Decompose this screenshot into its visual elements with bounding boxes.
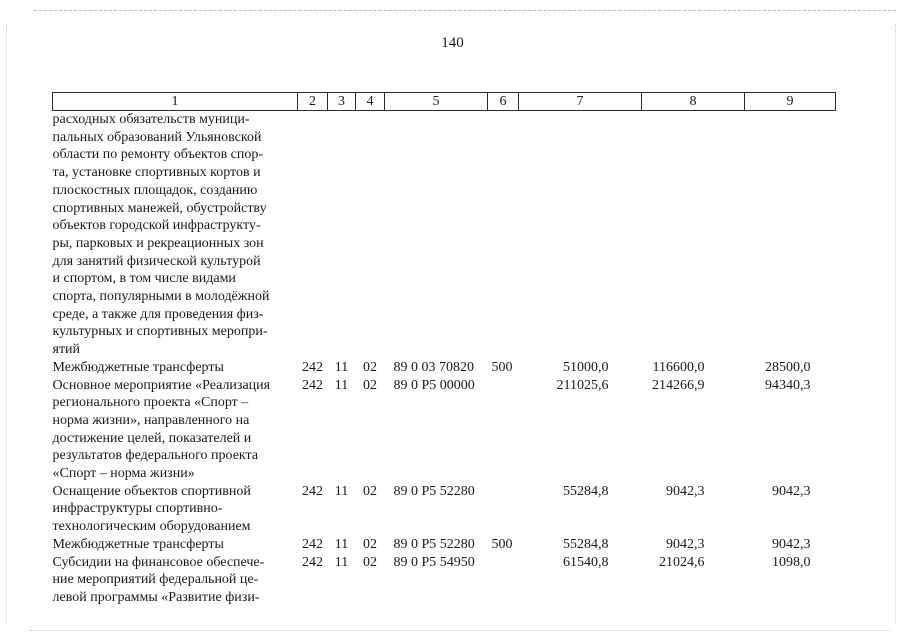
row-cell-c2: 242 [302,377,323,393]
row-cell-c7: 55284,8 [563,536,609,552]
row-name-line: Межбюджетные трансферты [52,536,224,552]
row-cell-c4 [356,111,385,359]
row-name-line: области по ремонту объектов спор- [52,147,264,163]
row-cell-c4: 02 [363,554,377,570]
row-cell-c7: 51000,0 [563,359,609,375]
row-name-line: Субсидии на финансовое обеспече- [52,554,265,570]
row-cell-c4: 02 [363,536,377,552]
row-name-line: ятий [52,342,81,358]
row-name-line: технологическим оборудованием [52,519,251,535]
header-cell-7: 7 [519,93,642,111]
table-row [53,554,836,607]
row-name-line: Оснащение объектов спортивной [52,483,251,499]
row-name-line: среде, а также для проведения физ- [52,306,264,322]
row-cell-c9: 9042,3 [772,483,811,499]
row-cell-c5: 89 0 P5 54950 [393,554,475,570]
row-cell-c8: 214266,9 [652,377,705,393]
row-name-cell [53,359,298,377]
page-number: 140 [441,35,464,51]
row-name-line: левой программы «Развитие физи- [52,589,260,605]
row-name-line: та, установке спортивных кортов и [52,165,261,181]
row-cell-c5: 89 0 03 70820 [393,359,474,375]
table-row [53,377,836,483]
header-cell-5: 5 [385,93,488,111]
row-cell-c6 [488,377,519,483]
scan-left-edge [6,24,7,624]
scan-right-edge [895,24,896,624]
row-name-cell [53,377,298,483]
row-cell-c2 [298,111,328,359]
row-cell-c2: 242 [302,359,323,375]
row-cell-c5: 89 0 P5 52280 [393,483,475,499]
row-cell-c7: 211025,6 [556,377,609,393]
row-name-line: спортивных манежей, обустройству [52,200,267,216]
row-cell-c5: 89 0 P5 52280 [393,536,475,552]
row-cell-c2: 242 [302,536,323,552]
scan-bottom-edge [30,630,890,631]
row-cell-c6 [488,111,519,359]
row-cell-c3 [328,111,356,359]
row-cell-c8: 21024,6 [659,554,705,570]
header-cell-8: 8 [642,93,745,111]
row-name-line: расходных обязательств муници- [52,112,250,127]
row-cell-c8: 9042,3 [666,536,705,552]
row-name-line: культурных и спортивных меропри- [52,324,268,340]
row-name-cell [53,483,298,536]
row-cell-c2: 242 [302,554,323,570]
row-name-line: и спортом, в том числе видами [52,271,236,287]
row-cell-c7 [519,111,642,359]
table-row [53,111,836,359]
row-cell-c6: 500 [491,536,513,552]
row-cell-c8 [642,111,745,359]
row-name-line: Межбюджетные трансферты [52,359,224,375]
table-row [53,483,836,536]
row-cell-c9 [745,111,836,359]
row-name-line: плоскостных площадок, созданию [52,182,258,198]
table-row [53,536,836,554]
row-name-line: регионального проекта «Спорт – [52,395,249,411]
header-cell-1: 1 [53,93,298,111]
row-name-line: «Спорт – норма жизни» [52,466,195,482]
row-name-line: Основное мероприятие «Реализация [52,377,271,393]
row-cell-c3: 11 [334,377,349,393]
header-cell-2: 2 [298,93,328,111]
row-cell-c3: 11 [334,483,349,499]
row-name-cell [53,554,298,607]
row-name-line: достижение целей, показателей и [52,430,252,446]
row-cell-c9: 9042,3 [772,536,811,552]
row-cell-c4: 02 [363,483,377,499]
row-cell-c6 [488,554,519,607]
row-cell-c9: 94340,3 [765,377,811,393]
row-cell-c7: 61540,8 [563,554,609,570]
row-cell-c3: 11 [334,554,349,570]
row-cell-c7: 55284,8 [563,483,609,499]
header-cell-4: 4 [356,93,385,111]
row-name-line: инфраструктуры спортивно- [52,501,223,517]
header-cell-3: 3 [328,93,356,111]
row-cell-c9: 1098,0 [772,554,811,570]
row-cell-c2: 242 [302,483,323,499]
row-cell-c9: 28500,0 [765,359,811,375]
row-name-line: объектов городской инфраструкту- [52,218,261,234]
row-cell-c6: 500 [491,359,513,375]
row-cell-c4: 02 [363,377,377,393]
table-body [53,111,836,607]
row-name-line: спорта, популярными в молодёжной [52,289,270,305]
row-cell-c3: 11 [334,359,349,375]
row-cell-c6 [488,483,519,536]
table-row [53,359,836,377]
header-cell-9: 9 [745,93,836,111]
row-name-line: ние мероприятий федеральной це- [52,572,259,588]
row-name-line: результатов федерального проекта [52,448,259,464]
row-name-line: пальных образований Ульяновской [52,129,262,145]
row-cell-c5: 89 0 P5 00000 [393,377,475,393]
row-cell-c8: 9042,3 [666,483,705,499]
scan-top-edge [34,10,896,11]
row-name-line: для занятий физической культурой [52,253,261,269]
header-row [53,93,836,111]
row-name-line: ры, парковых и рекреационных зон [52,235,264,251]
row-name-line: норма жизни», направленного на [52,412,250,428]
row-name-cell [53,536,298,554]
row-name-cell [53,111,298,359]
row-cell-c5 [385,111,488,359]
row-cell-c3: 11 [334,536,349,552]
row-cell-c4: 02 [363,359,377,375]
row-cell-c8: 116600,0 [652,359,705,375]
budget-table [52,92,836,607]
header-cell-6: 6 [488,93,519,111]
